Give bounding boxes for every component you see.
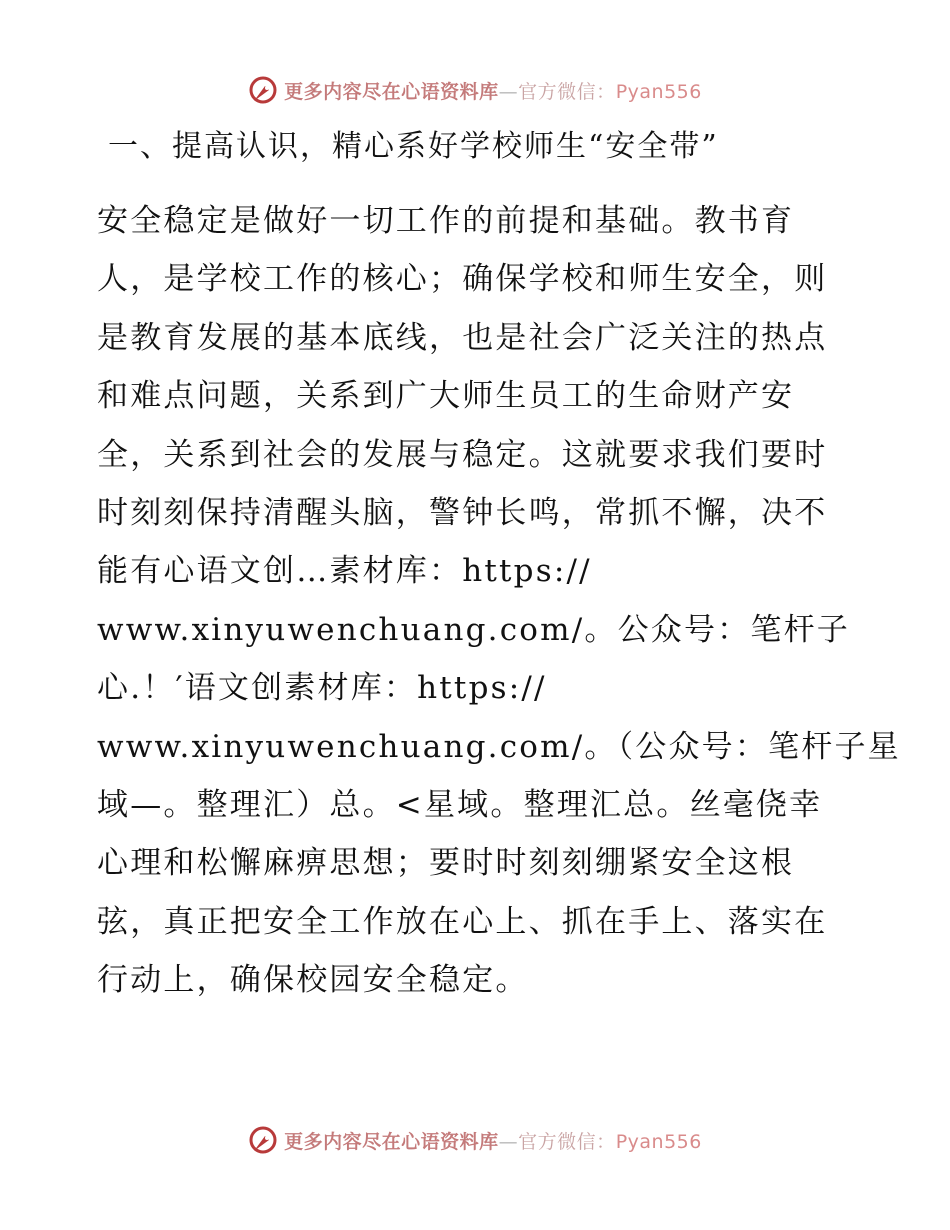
paragraph-line: 人，是学校工作的核心；确保学校和师生安全，则 [97,261,828,298]
paragraph-line: 安全稳定是做好一切工作的前提和基础。教书育 [97,203,795,239]
footer-banner-text [284,1127,702,1154]
paragraph-line: 和难点问题，关系到广大师生员工的生命财产安 [97,378,795,415]
paragraph-line: 心.！′语文创素材库：https:// [97,670,547,707]
paragraph-line: 行动上，确保校园安全稳定。 [97,962,529,999]
footer-wechat-id: Pyan556 [615,1130,702,1153]
paragraph-line: 能有心语文创…素材库：https:// [97,553,592,590]
body-paragraph [97,192,901,1009]
header-wechat-label: 官方微信： [518,80,616,103]
paragraph-line: 是教育发展的基本底线，也是社会广泛关注的热点 [97,319,828,356]
paragraph-line: www.xinyuwenchuang.com/。（公众号：笔杆子星 [97,728,901,765]
footer-banner [0,1120,950,1160]
footer-separator: — [498,1130,519,1153]
section-heading: 一、提高认识，精心系好学校师生“安全带” [108,129,719,164]
paragraph-line: 心理和松懈麻痹思想；要时时刻刻绷紧安全这根 [97,845,795,882]
paragraph-line: 全，关系到社会的发展与稳定。这就要求我们要时 [97,436,828,473]
pen-nib-logo-icon [248,1125,278,1155]
header-brand-text: 更多内容尽在心语资料库 [284,80,499,103]
header-banner-text [284,77,702,104]
paragraph-line: 时刻刻保持清醒头脑，警钟长鸣，常抓不懈，决不 [97,494,828,531]
paragraph-line: 域—。整理汇）总。<星域。整理汇总。丝毫侥幸 [97,786,823,823]
header-wechat-id: Pyan556 [615,80,702,103]
header-banner [0,70,950,110]
pen-nib-logo-icon [248,75,278,105]
header-separator: — [498,80,519,103]
footer-wechat-label: 官方微信： [518,1130,616,1153]
paragraph-line: 弦，真正把安全工作放在心上、抓在手上、落实在 [97,903,828,940]
paragraph-line: www.xinyuwenchuang.com/。公众号：笔杆子 [97,611,850,648]
footer-brand-text: 更多内容尽在心语资料库 [284,1130,499,1153]
